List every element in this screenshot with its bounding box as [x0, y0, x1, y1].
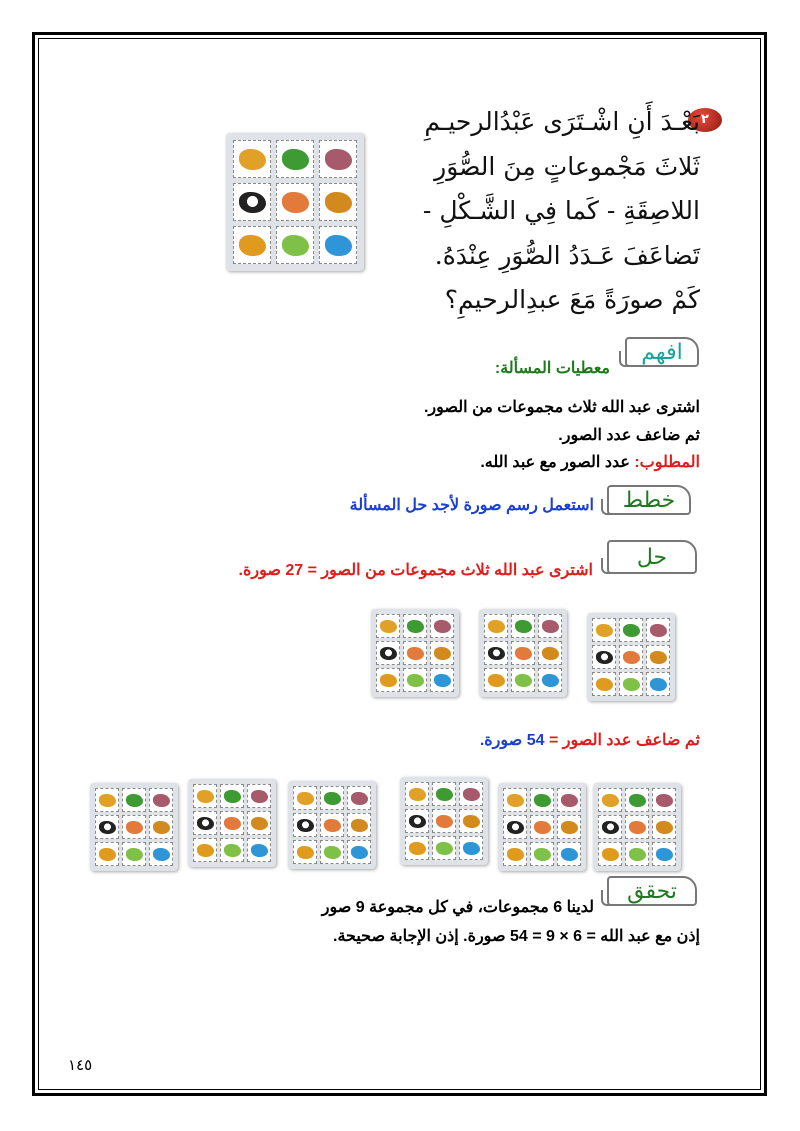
sticker-cell: [530, 842, 554, 866]
sticker-cell: [405, 836, 429, 860]
animal-sticker-icon: [251, 844, 268, 857]
sticker-cell: [557, 815, 581, 839]
sticker-cell: [193, 811, 217, 835]
animal-sticker-icon: [409, 815, 426, 828]
animal-sticker-icon: [629, 821, 646, 834]
animal-sticker-icon: [561, 794, 578, 807]
animal-sticker-icon: [325, 192, 352, 213]
animal-sticker-icon: [436, 842, 453, 855]
animal-sticker-icon: [409, 788, 426, 801]
sticker-cell: [432, 782, 456, 806]
step-tab-check: تحقق: [607, 876, 697, 906]
sticker-board-small: [288, 781, 376, 869]
solve-line-1: [239, 560, 593, 580]
sticker-cell: [320, 813, 344, 837]
animal-sticker-icon: [507, 848, 524, 861]
sticker-cell: [247, 838, 271, 862]
sticker-cell: [592, 645, 616, 669]
sticker-cell: [459, 809, 483, 833]
animal-sticker-icon: [596, 624, 613, 637]
sticker-cell: [276, 183, 314, 221]
sticker-board-small: [498, 783, 586, 871]
sticker-cell: [347, 813, 371, 837]
animal-sticker-icon: [534, 848, 551, 861]
sticker-cell: [619, 618, 643, 642]
sticker-cell: [646, 645, 670, 669]
animal-sticker-icon: [251, 790, 268, 803]
solve-line-2: [480, 730, 700, 750]
sticker-cell: [503, 788, 527, 812]
animal-sticker-icon: [239, 235, 266, 256]
animal-sticker-icon: [596, 651, 613, 664]
sticker-cell: [484, 614, 508, 638]
animal-sticker-icon: [297, 792, 314, 805]
sticker-cell: [598, 815, 622, 839]
sticker-cell: [347, 840, 371, 864]
animal-sticker-icon: [407, 674, 424, 687]
sticker-cell: [405, 782, 429, 806]
animal-sticker-icon: [297, 846, 314, 859]
sticker-cell: [432, 836, 456, 860]
solve-line-1-value: 27: [285, 562, 304, 579]
animal-sticker-icon: [650, 624, 667, 637]
sticker-cell: [247, 784, 271, 808]
given-line-2: ثم ضاعف عدد الصور.: [558, 427, 700, 444]
step-tab-solve: حل: [607, 540, 697, 574]
sticker-cell: [347, 786, 371, 810]
animal-sticker-icon: [436, 788, 453, 801]
sticker-cell: [149, 788, 173, 812]
sticker-cell: [403, 641, 427, 665]
required-label: المطلوب:: [634, 454, 700, 471]
animal-sticker-icon: [656, 848, 673, 861]
sticker-cell: [484, 641, 508, 665]
sticker-cell: [233, 183, 271, 221]
animal-sticker-icon: [650, 678, 667, 691]
sticker-cell: [598, 842, 622, 866]
sticker-cell: [376, 668, 400, 692]
animal-sticker-icon: [561, 821, 578, 834]
animal-sticker-icon: [515, 674, 532, 687]
sticker-cell: [530, 788, 554, 812]
animal-sticker-icon: [409, 842, 426, 855]
sticker-cell: [233, 226, 271, 264]
animal-sticker-icon: [153, 821, 170, 834]
animal-sticker-icon: [153, 848, 170, 861]
sticker-cell: [430, 641, 454, 665]
sticker-cell: [557, 788, 581, 812]
animal-sticker-icon: [534, 794, 551, 807]
problem-line: ثَلاثَ مَجْموعاتٍ مِنَ الصُّوَرِ: [434, 151, 700, 181]
sticker-cell: [511, 614, 535, 638]
animal-sticker-icon: [650, 651, 667, 664]
sticker-cell: [376, 614, 400, 638]
animal-sticker-icon: [351, 846, 368, 859]
sticker-cell: [598, 788, 622, 812]
animal-sticker-icon: [380, 647, 397, 660]
sticker-cell: [122, 842, 146, 866]
animal-sticker-icon: [351, 792, 368, 805]
sticker-cell: [320, 786, 344, 810]
problem-line: تَضاعَفَ عَـدَدُ الصُّوَرِ عِنْدَهُ.: [434, 240, 700, 270]
problem-line: بَعْـدَ أَنِ اشْـتَرَى عَبْدُالرحيـمِ: [424, 107, 700, 136]
sticker-cell: [646, 672, 670, 696]
animal-sticker-icon: [515, 620, 532, 633]
sticker-cell: [320, 840, 344, 864]
plan-text: استعمل رسم صورة لأجد حل المسألة: [349, 497, 594, 514]
animal-sticker-icon: [197, 844, 214, 857]
animal-sticker-icon: [629, 848, 646, 861]
animal-sticker-icon: [239, 192, 266, 213]
page-number: ١٤٥: [68, 1056, 93, 1074]
sticker-cell: [459, 782, 483, 806]
animal-sticker-icon: [239, 149, 266, 170]
sticker-cell: [193, 838, 217, 862]
sticker-cell: [430, 614, 454, 638]
animal-sticker-icon: [197, 817, 214, 830]
sticker-cell: [538, 614, 562, 638]
animal-sticker-icon: [126, 794, 143, 807]
sticker-cell: [319, 183, 357, 221]
animal-sticker-icon: [463, 788, 480, 801]
animal-sticker-icon: [324, 819, 341, 832]
sticker-cell: [557, 842, 581, 866]
sticker-cell: [293, 840, 317, 864]
animal-sticker-icon: [561, 848, 578, 861]
animal-sticker-icon: [99, 821, 116, 834]
sticker-board-small: [593, 783, 681, 871]
solve-line-2-unit: صورة.: [479, 732, 523, 749]
sticker-cell: [619, 672, 643, 696]
animal-sticker-icon: [542, 674, 559, 687]
sticker-cell: [247, 811, 271, 835]
sticker-cell: [652, 815, 676, 839]
sticker-cell: [122, 815, 146, 839]
sticker-cell: [149, 842, 173, 866]
animal-sticker-icon: [623, 651, 640, 664]
sticker-cell: [293, 813, 317, 837]
sticker-cell: [503, 815, 527, 839]
sticker-cell: [459, 836, 483, 860]
solve-line-2-value: 54: [526, 732, 545, 749]
problem-number-badge: ٢: [688, 108, 722, 132]
sticker-cell: [220, 784, 244, 808]
required-line: [480, 452, 700, 472]
animal-sticker-icon: [436, 815, 453, 828]
solve-line-1-text: اشترى عبد الله ثلاث مجموعات من الصور =: [307, 562, 593, 579]
animal-sticker-icon: [126, 821, 143, 834]
sticker-cell: [95, 842, 119, 866]
animal-sticker-icon: [434, 647, 451, 660]
sticker-board-small: [479, 609, 567, 697]
animal-sticker-icon: [251, 817, 268, 830]
sticker-cell: [319, 226, 357, 264]
sticker-cell: [220, 838, 244, 862]
animal-sticker-icon: [99, 848, 116, 861]
sticker-cell: [430, 668, 454, 692]
sticker-cell: [619, 645, 643, 669]
animal-sticker-icon: [126, 848, 143, 861]
animal-sticker-icon: [434, 620, 451, 633]
sticker-cell: [511, 668, 535, 692]
sticker-cell: [233, 140, 271, 178]
animal-sticker-icon: [542, 647, 559, 660]
animal-sticker-icon: [325, 149, 352, 170]
animal-sticker-icon: [488, 674, 505, 687]
animal-sticker-icon: [629, 794, 646, 807]
sticker-cell: [293, 786, 317, 810]
animal-sticker-icon: [602, 821, 619, 834]
sticker-cell: [432, 809, 456, 833]
sticker-cell: [122, 788, 146, 812]
sticker-cell: [193, 784, 217, 808]
sticker-cell: [95, 788, 119, 812]
animal-sticker-icon: [153, 794, 170, 807]
sticker-cell: [625, 788, 649, 812]
sticker-cell: [484, 668, 508, 692]
sticker-cell: [538, 668, 562, 692]
sticker-board-small: [587, 613, 675, 701]
animal-sticker-icon: [623, 678, 640, 691]
sticker-cell: [376, 641, 400, 665]
sticker-cell: [646, 618, 670, 642]
animal-sticker-icon: [324, 792, 341, 805]
sticker-cell: [538, 641, 562, 665]
sticker-board-small: [188, 779, 276, 867]
animal-sticker-icon: [197, 790, 214, 803]
animal-sticker-icon: [224, 790, 241, 803]
step-tab-understand: افهم: [625, 337, 699, 367]
animal-sticker-icon: [297, 819, 314, 832]
animal-sticker-icon: [324, 846, 341, 859]
required-text: عدد الصور مع عبد الله.: [480, 454, 630, 471]
animal-sticker-icon: [534, 821, 551, 834]
animal-sticker-icon: [407, 620, 424, 633]
animal-sticker-icon: [488, 647, 505, 660]
animal-sticker-icon: [282, 235, 309, 256]
sticker-cell: [276, 140, 314, 178]
animal-sticker-icon: [656, 794, 673, 807]
problem-line: اللاصِقَةِ - كَما فِي الشَّـكْلِ -: [422, 196, 700, 225]
sticker-board-small: [371, 609, 459, 697]
solve-line-2-text: ثم ضاعف عدد الصور =: [548, 732, 700, 749]
animal-sticker-icon: [282, 149, 309, 170]
sticker-cell: [503, 842, 527, 866]
sticker-cell: [220, 811, 244, 835]
sticker-cell: [403, 668, 427, 692]
sticker-board-small: [90, 783, 178, 871]
sticker-board-small: [400, 777, 488, 865]
animal-sticker-icon: [351, 819, 368, 832]
sticker-cell: [403, 614, 427, 638]
sticker-cell: [319, 140, 357, 178]
sticker-cell: [625, 842, 649, 866]
animal-sticker-icon: [380, 620, 397, 633]
step-tab-plan: خطط: [607, 485, 691, 515]
problem-line: كَمْ صورَةً مَعَ عبدِالرحيمِ؟: [444, 285, 700, 314]
sticker-cell: [592, 618, 616, 642]
sticker-cell: [405, 809, 429, 833]
sticker-cell: [95, 815, 119, 839]
sticker-cell: [625, 815, 649, 839]
sticker-cell: [149, 815, 173, 839]
animal-sticker-icon: [282, 192, 309, 213]
animal-sticker-icon: [602, 794, 619, 807]
sticker-cell: [530, 815, 554, 839]
animal-sticker-icon: [602, 848, 619, 861]
animal-sticker-icon: [656, 821, 673, 834]
sticker-cell: [652, 842, 676, 866]
animal-sticker-icon: [224, 844, 241, 857]
animal-sticker-icon: [224, 817, 241, 830]
animal-sticker-icon: [380, 674, 397, 687]
understand-heading: معطيات المسألة:: [494, 360, 610, 377]
animal-sticker-icon: [488, 620, 505, 633]
animal-sticker-icon: [434, 674, 451, 687]
sticker-cell: [511, 641, 535, 665]
animal-sticker-icon: [325, 235, 352, 256]
animal-sticker-icon: [507, 821, 524, 834]
given-line-1: اشترى عبد الله ثلاث مجموعات من الصور.: [423, 399, 700, 416]
animal-sticker-icon: [463, 815, 480, 828]
animal-sticker-icon: [507, 794, 524, 807]
sticker-cell: [276, 226, 314, 264]
animal-sticker-icon: [596, 678, 613, 691]
animal-sticker-icon: [99, 794, 116, 807]
animal-sticker-icon: [407, 647, 424, 660]
check-line-1: لدينا 6 مجموعات، في كل مجموعة 9 صور: [321, 899, 594, 916]
sticker-cell: [652, 788, 676, 812]
animal-sticker-icon: [623, 624, 640, 637]
animal-sticker-icon: [463, 842, 480, 855]
problem-statement: [370, 100, 700, 323]
sticker-cell: [592, 672, 616, 696]
check-line-2: إذن مع عبد الله = 6 × 9 = 54 صورة. إذن الإجابة صحيحة.: [333, 928, 700, 945]
animal-sticker-icon: [515, 647, 532, 660]
animal-sticker-icon: [542, 620, 559, 633]
solve-line-1-unit: صورة.: [238, 562, 281, 579]
sticker-board-large: [226, 133, 364, 271]
